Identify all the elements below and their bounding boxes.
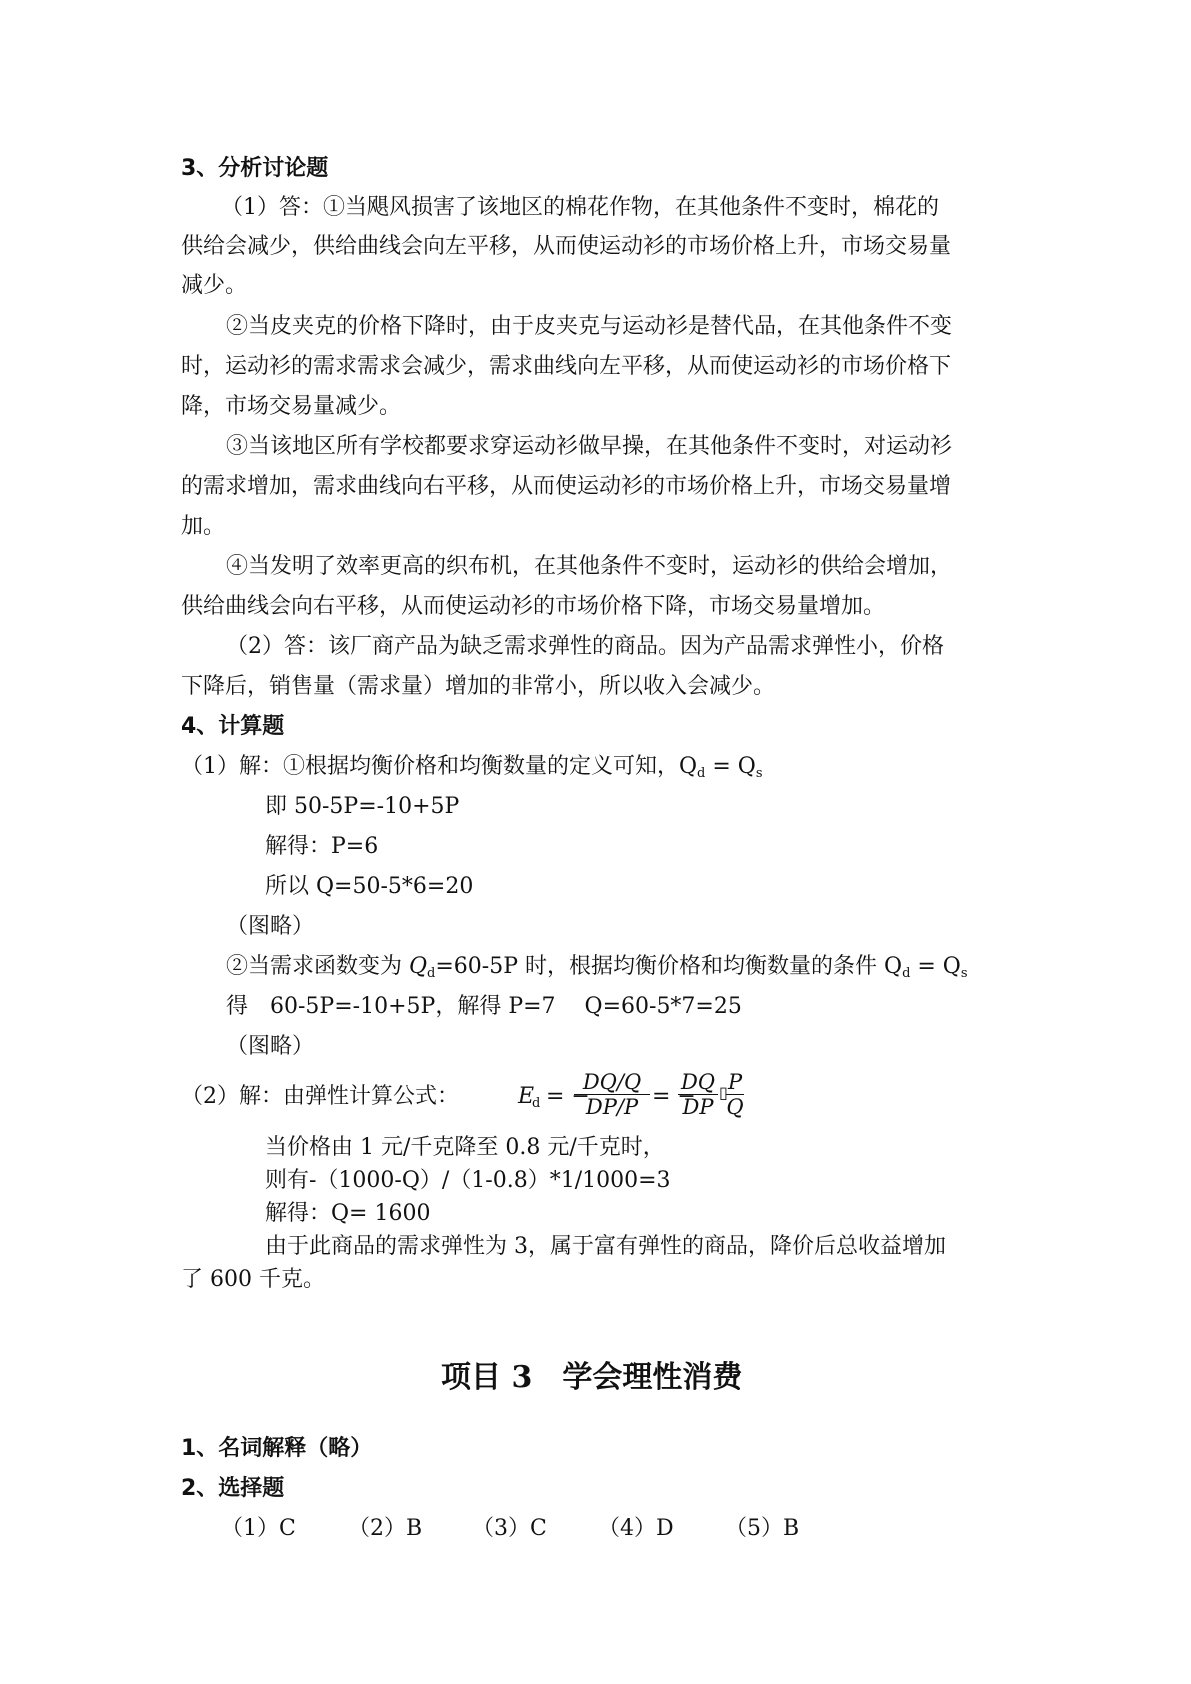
paragraph-line: 供给曲线会向右平移，从而使运动衫的市场价格下降，市场交易量增加。: [181, 594, 886, 619]
solution-line: 得 60-5P=-10+5P，解得 P=7 Q=60-5*7=25: [226, 994, 742, 1019]
subscript-d: d: [427, 966, 436, 981]
solution-line: [181, 752, 763, 789]
fraction-numerator: DQ: [678, 1070, 718, 1095]
paragraph-line: （2）答：该厂商产品为缺乏需求弹性的商品。因为产品需求弹性小，价格: [226, 634, 944, 659]
variable-Q: Q: [409, 954, 428, 979]
subscript-d: d: [697, 766, 706, 781]
solution-line: （2）解：由弹性计算公式：: [181, 1084, 459, 1109]
section-heading-terms: 1、名词解释（略）: [181, 1436, 373, 1461]
solution-line: 当价格由 1 元/千克降至 0.8 元/千克时，: [265, 1135, 665, 1160]
choice-answer: （3）C: [472, 1516, 547, 1541]
section-heading-choice: 2、选择题: [181, 1476, 285, 1501]
choice-answer: （2）B: [348, 1516, 423, 1541]
solution-line: 则有-（1000-Q）/（1-0.8）*1/1000=3: [265, 1168, 671, 1193]
elasticity-formula: [512, 1070, 742, 1130]
solution-line: 所以 Q=50-5*6=20: [265, 874, 474, 899]
solution-line: （图略）: [226, 1034, 315, 1059]
solution-line: [226, 952, 968, 989]
project-title: 项目 3 学会理性消费: [441, 1360, 743, 1395]
fraction-numerator: P: [728, 1070, 743, 1094]
paragraph-line: 减少。: [181, 273, 248, 298]
choice-answer: （4）D: [598, 1516, 674, 1541]
fraction-numerator: DQ/Q: [574, 1070, 650, 1095]
solution-line: 了 600 千克。: [181, 1267, 325, 1292]
fraction-denominator: Q: [726, 1095, 744, 1119]
fraction-denominator: DP/P: [585, 1095, 639, 1119]
solution-text: （1）解：①根据均衡价格和均衡数量的定义可知，Q: [181, 754, 698, 779]
solution-line: 由于此商品的需求弹性为 3，属于富有弹性的商品，降价后总收益增加: [265, 1234, 946, 1259]
solution-text: =60-5P 时，根据均衡价格和均衡数量的条件 Q: [435, 954, 903, 979]
section-heading-calculation: 4、计算题: [181, 714, 285, 739]
paragraph-line: 降，市场交易量减少。: [181, 394, 402, 419]
formula-equals: = −: [546, 1084, 590, 1109]
placeholder-box-glyph: ▯: [719, 1083, 728, 1102]
choice-answer: （5）B: [725, 1516, 800, 1541]
solution-text: ②当需求函数变为: [226, 954, 409, 979]
solution-line: （图略）: [226, 914, 315, 939]
formula-fraction: [726, 1070, 744, 1119]
solution-line: 解得：Q= 1600: [265, 1201, 431, 1226]
equals-text: = Q: [705, 754, 756, 779]
paragraph-line: 的需求增加，需求曲线向右平移，从而使运动衫的市场价格上升，市场交易量增: [181, 474, 952, 499]
subscript-d: d: [902, 966, 911, 981]
paragraph-line: （1）答：①当飓风损害了该地区的棉花作物，在其他条件不变时，棉花的: [221, 195, 939, 220]
subscript-s: s: [755, 766, 763, 781]
solution-line: 解得：P=6: [265, 834, 379, 859]
paragraph-line: ③当该地区所有学校都要求穿运动衫做早操，在其他条件不变时，对运动衫: [226, 434, 953, 459]
formula-equals: = −: [652, 1084, 696, 1109]
paragraph-line: 时，运动衫的需求需求会减少，需求曲线向左平移，从而使运动衫的市场价格下: [181, 354, 952, 379]
fraction-denominator: DP: [682, 1095, 714, 1119]
solution-line: 即 50-5P=-10+5P: [265, 794, 460, 819]
paragraph-line: 加。: [181, 514, 226, 539]
formula-fraction: [574, 1070, 650, 1119]
paragraph-line: 下降后，销售量（需求量）增加的非常小，所以收入会减少。: [181, 674, 776, 699]
section-heading-analysis: 3、分析讨论题: [181, 156, 329, 181]
equals-text: = Q: [910, 954, 961, 979]
choice-answer: （1）C: [221, 1516, 296, 1541]
formula-E: E: [518, 1084, 535, 1109]
formula-subscript: d: [532, 1096, 541, 1111]
paragraph-line: ④当发明了效率更高的织布机，在其他条件不变时，运动衫的供给会增加，: [226, 554, 953, 579]
formula-fraction: [678, 1070, 718, 1119]
paragraph-line: 供给会减少，供给曲线会向左平移，从而使运动衫的市场价格上升，市场交易量: [181, 234, 952, 259]
subscript-s: s: [960, 966, 968, 981]
paragraph-line: ②当皮夹克的价格下降时，由于皮夹克与运动衫是替代品，在其他条件不变: [226, 314, 953, 339]
